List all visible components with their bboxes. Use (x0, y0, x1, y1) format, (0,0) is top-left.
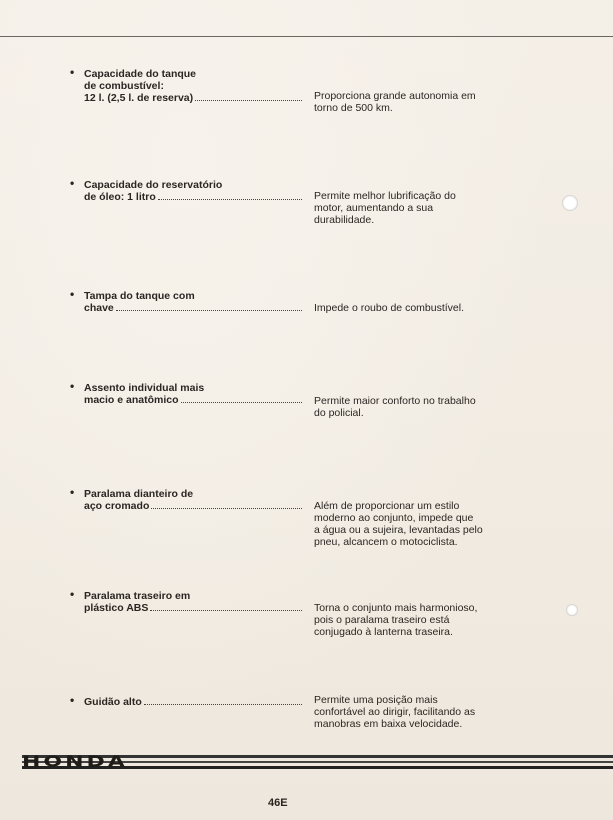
leader-line (84, 394, 302, 406)
feature-title (84, 290, 302, 314)
feature-description (314, 190, 504, 226)
dot-leader (144, 703, 302, 705)
feature-title (84, 590, 302, 614)
description-line: Permite uma posição mais (314, 694, 438, 706)
bullet: • (70, 379, 75, 393)
description-line: conjugado à lanterna traseira. (314, 626, 453, 638)
description-line: motor, aumentando a sua (314, 202, 434, 214)
title-line: de combustível: (84, 80, 164, 92)
bullet: • (70, 587, 75, 601)
title-line: Tampa do tanque com (84, 290, 195, 302)
bullet: • (70, 65, 75, 79)
feature-title (84, 382, 302, 406)
punch-hole (566, 604, 578, 616)
description-line: durabilidade. (314, 214, 375, 226)
leader-text: macio e anatômico (84, 394, 179, 406)
leader-text: de óleo: 1 litro (84, 191, 156, 203)
feature-title (84, 696, 302, 708)
honda-logo: HONDA (22, 753, 128, 771)
punch-hole (562, 195, 578, 211)
top-rule (0, 36, 613, 37)
dot-leader (181, 401, 302, 403)
footer-band (22, 755, 613, 775)
leader-text: Guidão alto (84, 696, 142, 708)
leader-line (84, 696, 302, 708)
feature-title (84, 68, 302, 104)
description-line: Impede o roubo de combustível. (314, 302, 465, 314)
description-line: manobras em baixa velocidade. (314, 718, 463, 730)
leader-line (84, 191, 302, 203)
feature-description (314, 90, 504, 114)
dot-leader (116, 309, 302, 311)
title-line: Paralama traseiro em (84, 590, 191, 602)
dot-leader (195, 99, 302, 101)
leader-text: chave (84, 302, 114, 314)
bullet: • (70, 485, 75, 499)
feature-description (314, 602, 504, 638)
description-line: torno de 500 km. (314, 102, 393, 114)
dot-leader (158, 198, 302, 200)
description-line: Torna o conjunto mais harmonioso, (314, 602, 478, 614)
leader-line (84, 602, 302, 614)
leader-text: plástico ABS (84, 602, 149, 614)
description-line: pneu, alcancem o motociclista. (314, 536, 458, 548)
title-line: Capacidade do reservatório (84, 179, 223, 191)
description-line: Além de proporcionar um estilo (314, 500, 460, 512)
feature-description (314, 694, 504, 730)
description-line: Permite melhor lubrificação do (314, 190, 456, 202)
description-line: Permite maior conforto no trabalho (314, 395, 476, 407)
description-line: pois o paralama traseiro está (314, 614, 450, 626)
description-line: moderno ao conjunto, impede que (314, 512, 474, 524)
feature-description (314, 395, 504, 419)
title-line: Capacidade do tanque (84, 68, 197, 80)
bullet: • (70, 176, 75, 190)
leader-text: aço cromado (84, 500, 150, 512)
leader-line (84, 302, 302, 314)
title-line: Assento individual mais (84, 382, 205, 394)
description-line: confortável ao dirigir, facilitando as (314, 706, 476, 718)
description-line: do policial. (314, 407, 364, 419)
leader-text: 12 l. (2,5 l. de reserva) (84, 92, 194, 104)
title-line: Paralama dianteiro de (84, 488, 194, 500)
dot-leader (151, 507, 302, 509)
leader-line (84, 92, 302, 104)
leader-line (84, 500, 302, 512)
description-line: a água ou a sujeira, levantadas pelo (314, 524, 483, 536)
page-number: 46E (268, 797, 288, 809)
bullet: • (70, 693, 75, 707)
dot-leader (150, 609, 302, 611)
feature-title (84, 488, 302, 512)
feature-description (314, 500, 504, 548)
feature-title (84, 179, 302, 203)
description-line: Proporciona grande autonomia em (314, 90, 476, 102)
bullet: • (70, 287, 75, 301)
feature-description (314, 302, 504, 314)
